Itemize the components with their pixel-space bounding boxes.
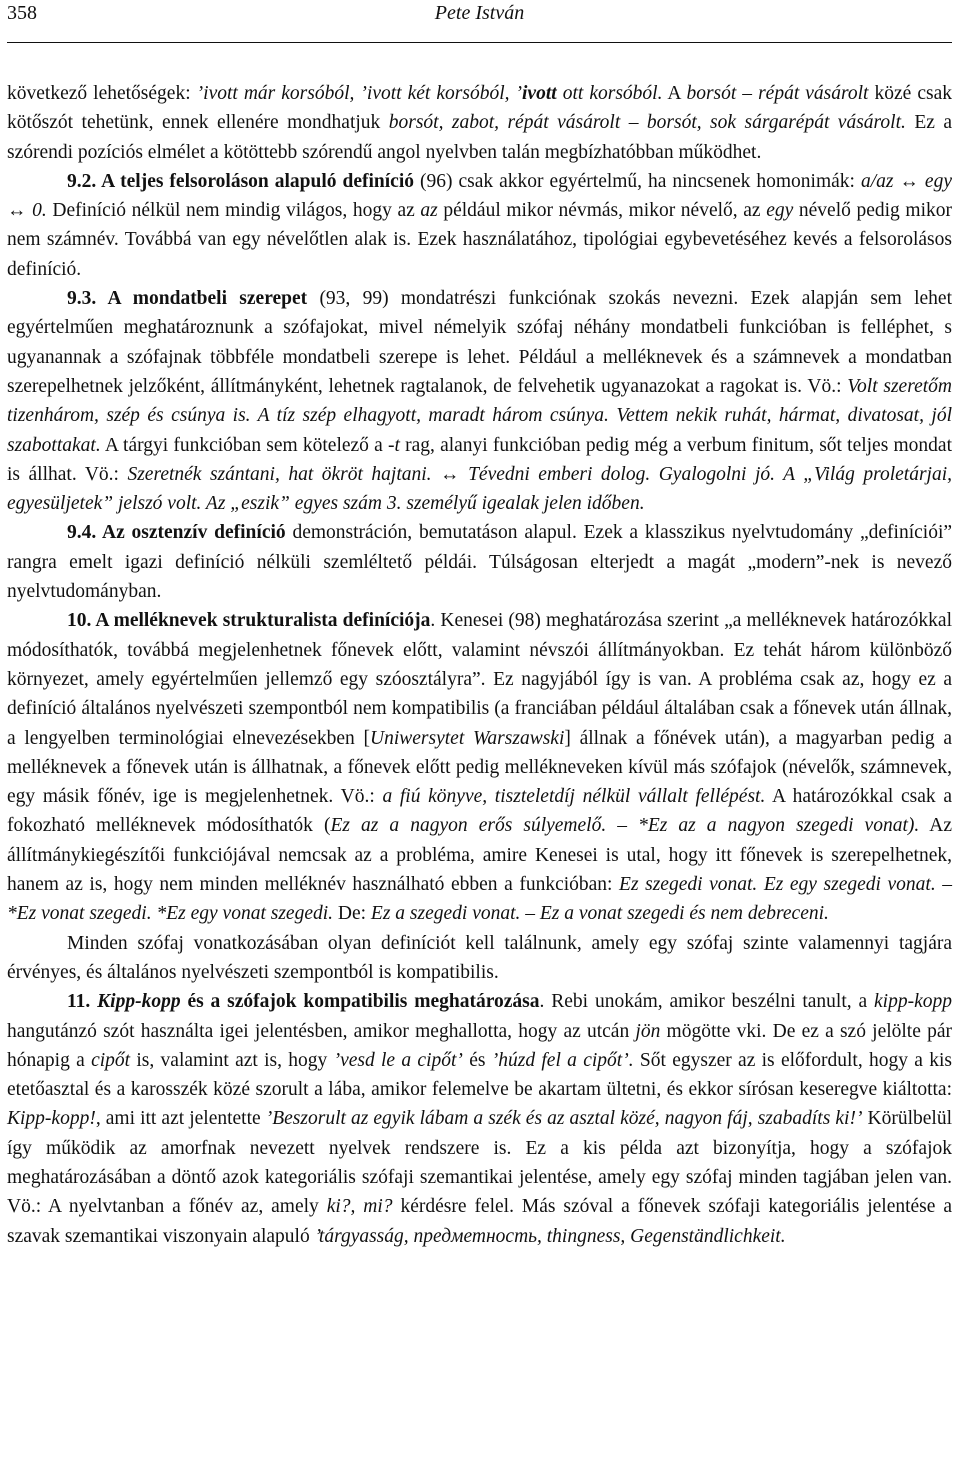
text-run: A határozókkal csak a fokozható melléknevek módosíthatók ( — [7, 786, 952, 837]
text-run: Tévedni emberi dolog. Gyalogolni jó. A „Világ proletárjai, egyesüljetek” jelszó volt. Az „eszik” egyes szám 3. személyű igealak jelen időben. — [7, 463, 953, 515]
text-run: ] állnak a főnévek után), a magyarban pedig a melléknevek a főnevek után is állhatnak, a főnevek előtt pedig mellékneveken kívül más szófajok (névelők, számnevek, egy másik főnév, ige is megjelenhetnek. Vö.: — [7, 727, 952, 808]
paragraph-continuation — [7, 79, 952, 167]
text-run: borsót, zabot, répát vásárolt – borsót, sok sárgarépát vásárolt. — [388, 112, 906, 134]
text-run: -t — [387, 434, 400, 456]
text-run: A tárgyi funkcióban sem kötelező a — [100, 434, 388, 456]
text-run: kérdésre felel. Más szóval a főnevek szófaji kategoriális jelentése a szavak szemantikai viszonyain alapuló — [7, 1196, 952, 1247]
paragraph-11 — [7, 987, 952, 1251]
text-run: például mikor névmás, mikor névelő, az — [437, 200, 767, 222]
text-run: 9.4. Az osztenzív definíció — [67, 522, 286, 544]
text-run: ’tárgyasság, предметность, thingness, Gegenständlichkeit. — [314, 1225, 786, 1247]
text-run: De: — [333, 903, 371, 925]
text-run: demonstráción, bemutatáson alapul. Ezek a klasszikus nyelvtudomány „definíciói” rangra emelt igazi definíció nélküli szemléltető példái. Túlságosan elterjedt a magát „modern”-nek is nevező nyelvtudományban. — [7, 522, 953, 603]
text-run: közé csak kötőszót tehetünk, ennek ellenére mondhatjuk — [7, 83, 952, 134]
text-run: ’vesd le a cipőt’ — [333, 1049, 463, 1071]
text-run: jön — [635, 1020, 661, 1042]
text-run: mögötte vki. De ez a szó jelölte pár hónapig a — [7, 1020, 952, 1071]
text-run: ki?, mi? — [326, 1196, 393, 1218]
text-run: a/az ↔ egy ↔ 0. — [7, 170, 952, 222]
text-run: A — [662, 83, 687, 104]
text-run: (96) csak akkor egyértelmű, ha nincsenek homonimák: — [414, 170, 861, 192]
text-run: ↔ — [431, 463, 469, 485]
text-run: Az állítmánykiegészítői funkciójával nemcsak az a probléma, amire Kenesei is utal, hogy itt főnevek is szerepelhetnek, hanem az is, hogy nem minden melléknév használható ebben a funkcióban: — [7, 815, 952, 896]
text-run: borsót – répát vásárolt — [686, 83, 869, 104]
text-run: (93, 99) mondatrészi funkciónak szokás nevezni. Ezek alapján sem lehet egyértelműen meghatároznunk a szófajokat, mivel némelyik szófaj néhány mondatbeli funkcióban is felléphet, s ugyanannak a szófajnak többféle mondatbeli szerepe is lehet. Például a melléknevek és a számnevek a mondatban szerepelhetnek jelzőként, állítmányként, lehetnek ragtalanok, de felvehetik ugyanazokat a ragokat is. Vö.: — [7, 288, 952, 397]
text-run: . Kenesei (98) meghatározása szerint „a melléknevek határozókkal módosíthatók, továbbá megjelenhetnek főnevek előtt, valamint névszói állítmányokban. Ez tehát három különböző környezet, amely egyértelműen jellemző egy szóosztályra”. Ez nagyjából így is van. A probléma csak az, hogy ez a definíció általános nyelvészeti szempontból nem kompatibilis (a franciában például általában csak a főnevek után állnak, a lengyelben terminológiai elnevezésekben [ — [7, 610, 953, 749]
text-run: Ez a szegedi vonat. – Ez a vonat szegedi és nem debreceni. — [370, 903, 829, 925]
text-run: ’Beszorult az egyik lábam a szék és az asztal közé, nagyon fáj, szabadíts ki!’ — [265, 1108, 863, 1130]
text-run: Szeretnék szántani, hat ökröt hajtani. — [127, 463, 432, 485]
text-run: ’húzd fel a cipőt’. — [491, 1049, 634, 1071]
paragraph-compatibility — [7, 929, 952, 988]
text-run: ott korsóból. — [556, 83, 663, 104]
text-run: 9.3. A mondatbeli szerepet — [67, 288, 308, 310]
text-run: 10. A melléknevek strukturalista definíciója — [67, 610, 431, 632]
body-text — [7, 79, 952, 1251]
text-run: cipőt — [91, 1049, 131, 1071]
text-run: és — [462, 1049, 492, 1071]
text-run: névelő pedig mikor nem számnév. Továbbá van egy névelőtlen alak is. Ezek használatához, tipológiai egybevetéséhez kevés a felsorolásos definíció. — [7, 200, 952, 280]
text-run: Sőt egyszer az is előfordult, hogy a kis etetőasztal és a karosszék közé szorult a lába, amikor felemelve be akartam ültetni, és ekkor sírósan keseregve kiáltotta: — [7, 1049, 953, 1101]
text-run: Kipp-kopp — [97, 991, 181, 1013]
text-run: a fiú könyve, tiszteletdíj nélkül vállalt fellépést. — [382, 786, 766, 808]
paragraph-10 — [7, 606, 952, 928]
text-run: Definíció nélkül nem mindig világos, hogy az — [46, 200, 421, 222]
text-run: ’ivott már korsóból, ’ivott két korsóból, ’ — [196, 83, 523, 104]
text-run: 11. — [67, 991, 98, 1013]
text-run: az — [420, 200, 438, 222]
text-run: ivott — [522, 83, 557, 104]
text-run: is, valamint azt is, hogy — [130, 1049, 334, 1071]
text-run: Kipp-kopp! — [7, 1108, 96, 1130]
text-run: Uniwersytet Warszawski — [370, 727, 565, 749]
text-run: Ez szegedi vonat. Ez egy szegedi vonat. – *Ez vonat szegedi. *Ez egy vonat szegedi. — [7, 874, 952, 925]
text-run: következő lehetőségek: — [7, 83, 197, 104]
text-run: rag, alanyi funkcióban pedig még a verbum finitum, sőt teljes mondat is állhat. Vö.: — [7, 434, 952, 485]
text-run: hangutánzó szót használta igei jelentésben, amikor meghallotta, hogy az utcán — [7, 1020, 636, 1042]
text-run: kipp-kopp — [874, 991, 952, 1013]
running-head: Pete István — [434, 2, 525, 24]
text-run: és a szófajok kompatibilis meghatározása — [180, 991, 540, 1013]
text-run: egy — [766, 200, 794, 222]
text-run: . Rebi unokám, amikor beszélni tanult, a — [539, 991, 875, 1013]
text-run: Ez a szórendi pozíciós elmélet a kötöttebb szórendű angol nyelvben talán megbízhatóbban működhet. — [7, 112, 952, 163]
text-run: Volt szeretőm tizenhárom, szép és csúnya is. A tíz szép elhagyott, maradt három csúnya. Vettem nekik ruhát, hármat, divatosat, jól szabottakat. — [7, 375, 952, 456]
text-run: 9.2. A teljes felsoroláson alapuló definíció — [67, 170, 414, 192]
paragraph-9-2 — [7, 167, 952, 284]
paragraph-9-4 — [7, 518, 952, 606]
text-run: Ez az a nagyon erős súlyemelő. – *Ez az a nagyon szegedi vonat). — [330, 815, 920, 837]
page-number: 358 — [7, 2, 37, 24]
text-run: , ami itt azt jelentette — [95, 1108, 266, 1130]
paragraph-9-3 — [7, 284, 952, 518]
text-run: Körülbelül így működik az amorfnak nevezett nyelvek rendszere is. Ez a kis példa azt bizonyítja, hogy a szófajok meghatározásában a döntő azok kategoriális szófaji szemantikai jelentése, amely egy szófaj minden tagjában jelen van. Vö.: A nyelvtanban a főnév az, amely — [7, 1108, 953, 1218]
page-header — [7, 0, 952, 43]
text-run: Minden szófaj vonatkozásában olyan definíciót kell találnunk, amely egy szófaj szinte valamennyi tagjára érvényes, és általános nyelvészeti szempontból is kompatibilis. — [7, 932, 952, 983]
